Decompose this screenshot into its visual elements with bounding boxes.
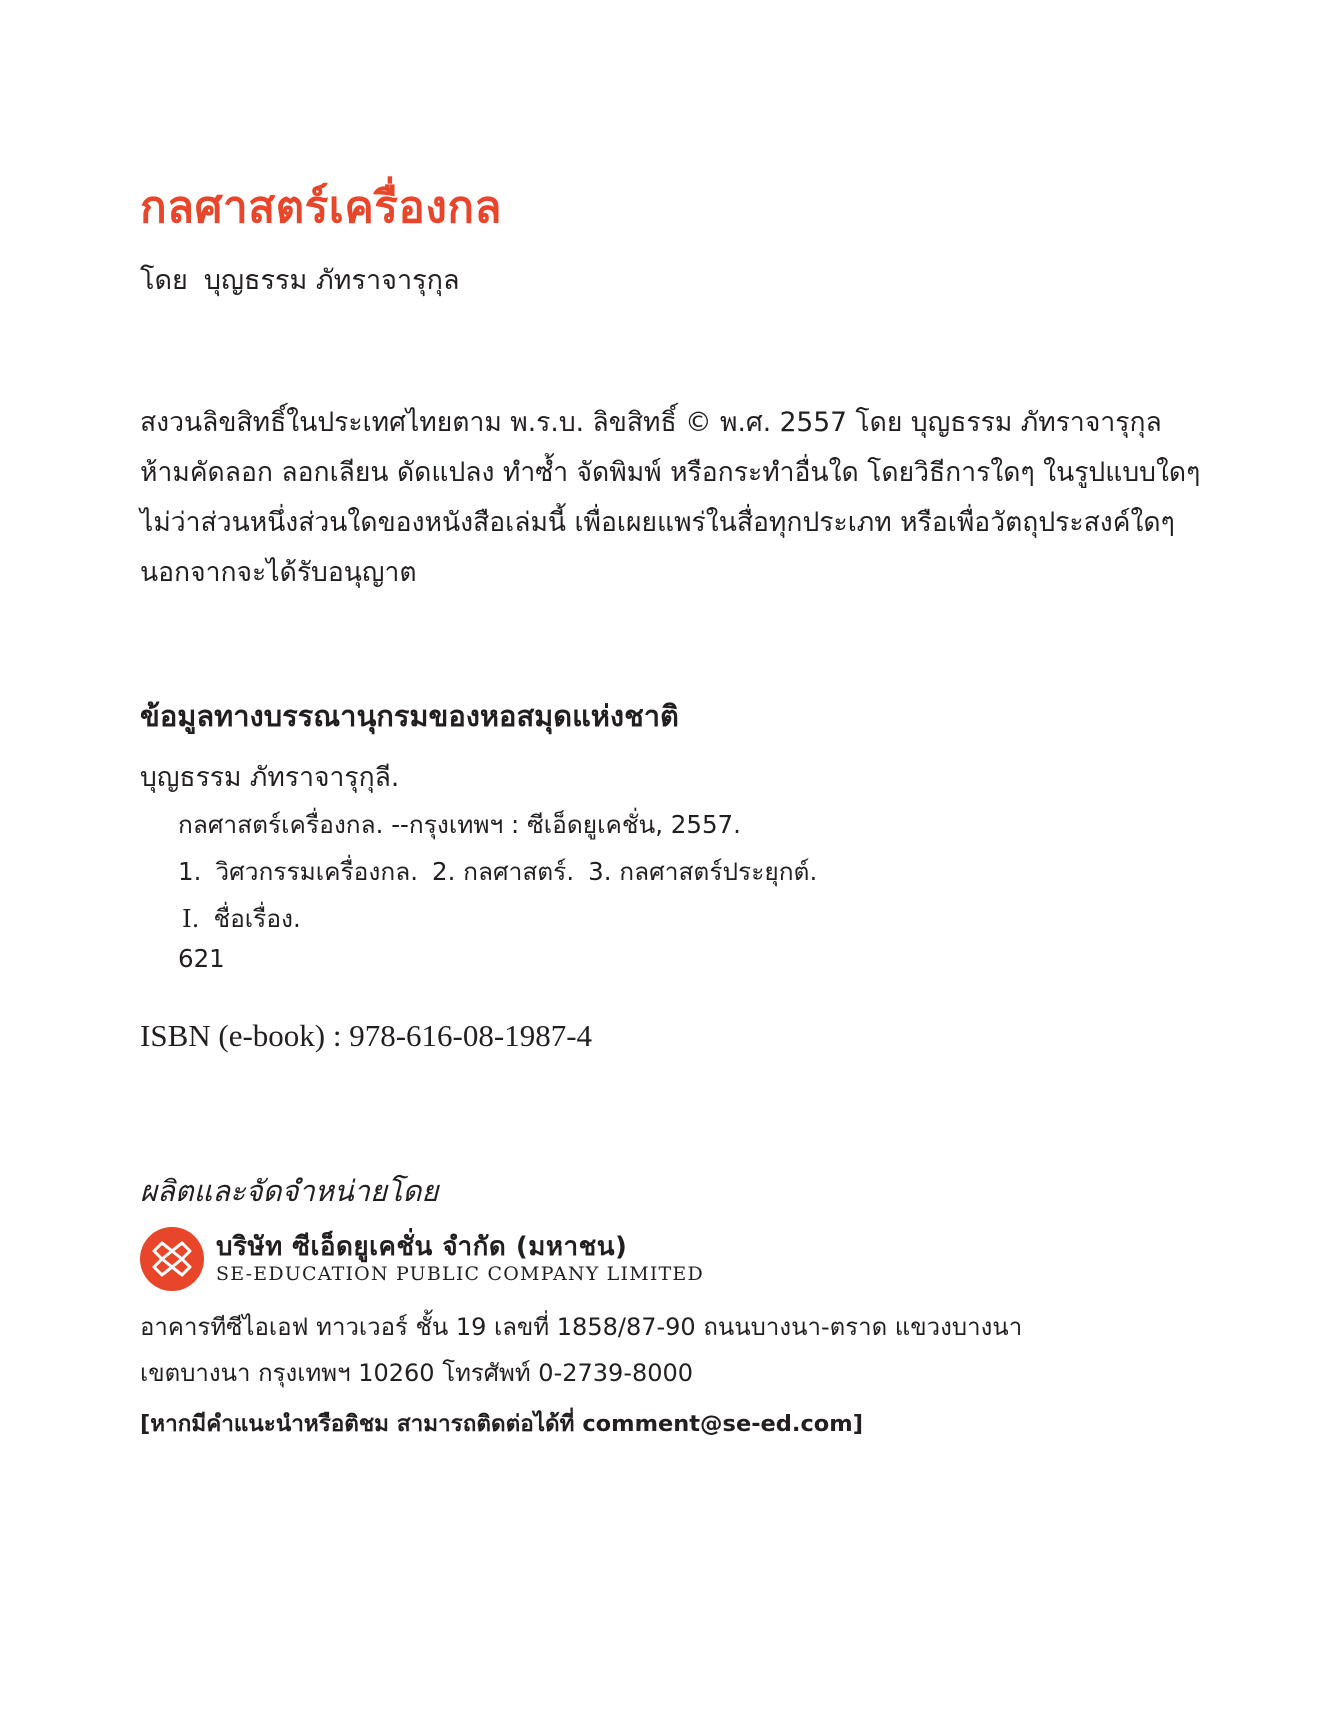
cip-subject: 2. กลศาสตร์. [432,857,575,886]
copyright-line: นอกจากจะได้รับอนุญาต [140,557,417,588]
book-title: กลศาสตร์เครื่องกล [140,182,502,233]
address-line: อาคารทีซีไอเอฟ ทาวเวอร์ ชั้น 19 เลขที่ 1858/87-90 ถนนบางนา-ตราด แขวงบางนา [140,1313,1023,1341]
cip-publication: กลศาสตร์เครื่องกล. --กรุงเทพฯ : ซีเอ็ดยูเคชั่น, 2557. [178,810,741,839]
byline [140,258,460,301]
se-ed-knot-icon [140,1227,204,1291]
cip-title-label: ชื่อเรื่อง. [213,904,301,933]
cip-title-numeral: I. [182,904,200,933]
byline-prefix: โดย [140,265,188,296]
company-address [140,1304,1022,1396]
cip-subjects [178,852,817,891]
cip-class-number: 621 [178,944,225,973]
address-line: เขตบางนา กรุงเทพฯ 10260 โทรศัพท์ 0-2739-8000 [140,1359,694,1387]
copyright-line: ห้ามคัดลอก ลอกเลียน ดัดแปลง ทำซ้ำ จัดพิมพ์ หรือกระทำอื่นใด โดยวิธีการใดๆ ในรูปแบบใดๆ [140,457,1201,488]
copyright-notice [140,398,1200,598]
cip-heading: ข้อมูลทางบรรณานุกรมของหอสมุดแห่งชาติ [140,699,679,733]
isbn: ISBN (e-book) : 978-616-08-1987-4 [140,1018,593,1053]
cip-subject: 3. กลศาสตร์ประยุกต์. [588,857,818,886]
copyright-line: สงวนลิขสิทธิ์ในประเทศไทยตาม พ.ร.บ. ลิขสิทธิ์ © พ.ศ. 2557 โดย บุญธรรม ภัทราจารุกุล [140,407,1162,438]
cip-title-entry [182,899,301,938]
company-name-english: SE-EDUCATION PUBLIC COMPANY LIMITED [216,1263,704,1285]
cip-subject-number: 1. [178,857,202,886]
byline-author: บุญธรรม ภัทราจารุกุล [203,265,460,296]
copyright-line: ไม่ว่าส่วนหนึ่งส่วนใดของหนังสือเล่มนี้ เพื่อเผยแพร่ในสื่อทุกประเภท หรือเพื่อวัตถุประสงค์ใดๆ [140,507,1175,538]
cip-author: บุญธรรม ภัทราจารุกุลี. [140,762,400,793]
cip-subject: วิศวกรรมเครื่องกล. [215,857,418,886]
producer-label: ผลิตและจัดจำหน่ายโดย [140,1174,439,1208]
contact-note: [หากมีคำแนะนำหรือติชม สามารถติดต่อได้ที่ comment@se-ed.com] [140,1411,863,1437]
company-name-thai: บริษัท ซีเอ็ดยูเคชั่น จำกัด (มหาชน) [216,1232,628,1262]
